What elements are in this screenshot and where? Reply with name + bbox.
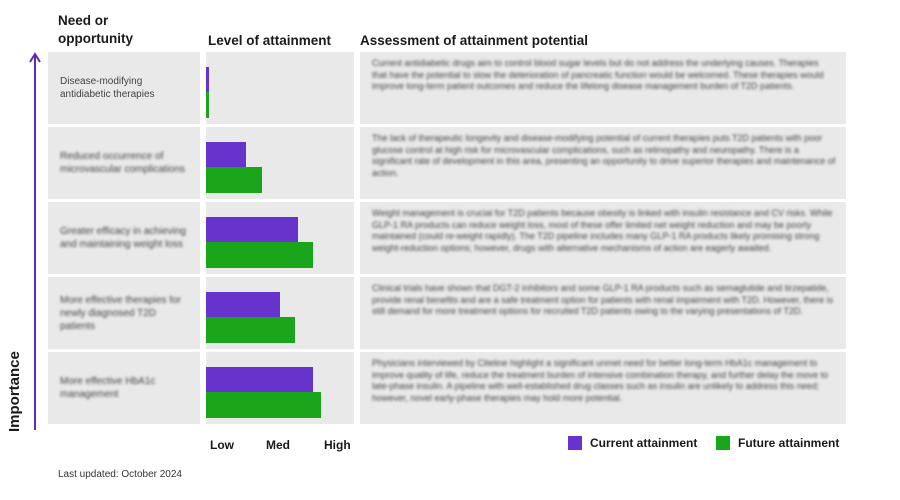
bar-current-attainment [206, 292, 280, 317]
need-label [48, 202, 200, 274]
x-tick-low: Low [210, 438, 234, 452]
bar-current-attainment [206, 217, 298, 242]
bar-current-attainment [206, 67, 209, 92]
x-tick-high: High [324, 438, 351, 452]
bar-future-attainment [206, 317, 295, 343]
legend-future: Future attainment [738, 436, 840, 450]
need-label [48, 52, 200, 124]
bar-future-attainment [206, 392, 321, 418]
chart-row [48, 52, 846, 124]
header-assessment: Assessment of attainment potential [360, 33, 589, 48]
need-label [48, 127, 200, 199]
bar-cell [206, 52, 354, 124]
assessment-cell [360, 277, 846, 349]
need-label-text: More effective therapies for newly diagnosed T2D patients [60, 294, 181, 332]
header-need: Need or opportunity [58, 13, 133, 46]
need-label-text: More effective HbA1c management [60, 376, 156, 400]
chart-row [48, 202, 846, 274]
chart-row [48, 127, 846, 199]
x-tick-med: Med [266, 438, 290, 452]
assessment-text: Current antidiabetic drugs aim to control blood sugar levels but do not address the underlying causes. Therapies that have the potential to slow the deterioration of pancreatic function would be welcomed. These therapies would improve long-term patient outcomes and reduce the lifelong disease management burden of T2D patients. [372, 58, 824, 91]
header-level-of-attainment: Level of attainment [208, 33, 332, 48]
last-updated: Last updated: October 2024 [58, 469, 182, 480]
assessment-text: The lack of therapeutic longevity and disease-modifying potential of current therapies puts T2D patients with poor glucose control at high risk for microvascular complications, such as retinopathy and neuropathy. There is a significant rate of development in this area, presenting an opportunity to drive superior therapies and maintenance of action. [372, 133, 836, 178]
bar-cell [206, 127, 354, 199]
chart-row [48, 277, 846, 349]
assessment-text: Physicians interviewed by Citeline highlight a significant unmet need for better long-term HbA1c management to improve quality of life, reduce the treatment burden of intensive combination therapy, and further delay the move to late-phase insulin. A pipeline with well-established drug classes such as insulin are unlikely to address this need; however, novel early-phase therapies may hold more potential. [372, 358, 829, 403]
assessment-cell [360, 352, 846, 424]
y-axis-label: Importance [6, 351, 23, 432]
bar-current-attainment [206, 367, 313, 392]
bar-future-attainment [206, 167, 262, 193]
assessment-text: Weight management is crucial for T2D patients because obesity is linked with insulin resistance and CV risks. While GLP-1 RA products can reduce weight loss, most of these offer limited net weight reduction and may be poorly maintained (could re-weight rapidly). The T2D pipeline includes many GLP-1 RA products likely promising strong weight-reduction options; however, drugs with alternative mechanisms of action are eagerly awaited. [372, 208, 833, 253]
assessment-cell [360, 52, 846, 124]
need-label [48, 277, 200, 349]
need-label-text: Disease-modifying antidiabetic therapies [60, 76, 155, 100]
bar-current-attainment [206, 142, 246, 167]
importance-arrow-icon [28, 52, 42, 430]
bar-future-attainment [206, 92, 209, 118]
need-label-text: Reduced occurrence of microvascular complications [60, 151, 186, 175]
assessment-cell [360, 127, 846, 199]
legend-current: Current attainment [590, 436, 698, 450]
bar-future-attainment [206, 242, 313, 268]
bar-cell [206, 352, 354, 424]
chart-row [48, 352, 846, 424]
assessment-text: Clinical trials have shown that DGT-2 inhibitors and some GLP-1 RA products such as semaglutide and tirzepatide, provide renal benefits and are a safe treatment option for patients with renal impairment with T2D. However, there is still demand for more treatment options for recruited T2D patients owing to the varying presentations of T2D. [372, 283, 834, 316]
assessment-cell [360, 202, 846, 274]
need-label-text: Greater efficacy in achieving and maintaining weight loss [60, 226, 186, 250]
legend-swatch-future [716, 436, 730, 450]
bar-cell [206, 202, 354, 274]
bar-cell [206, 277, 354, 349]
need-label [48, 352, 200, 424]
legend-swatch-current [568, 436, 582, 450]
